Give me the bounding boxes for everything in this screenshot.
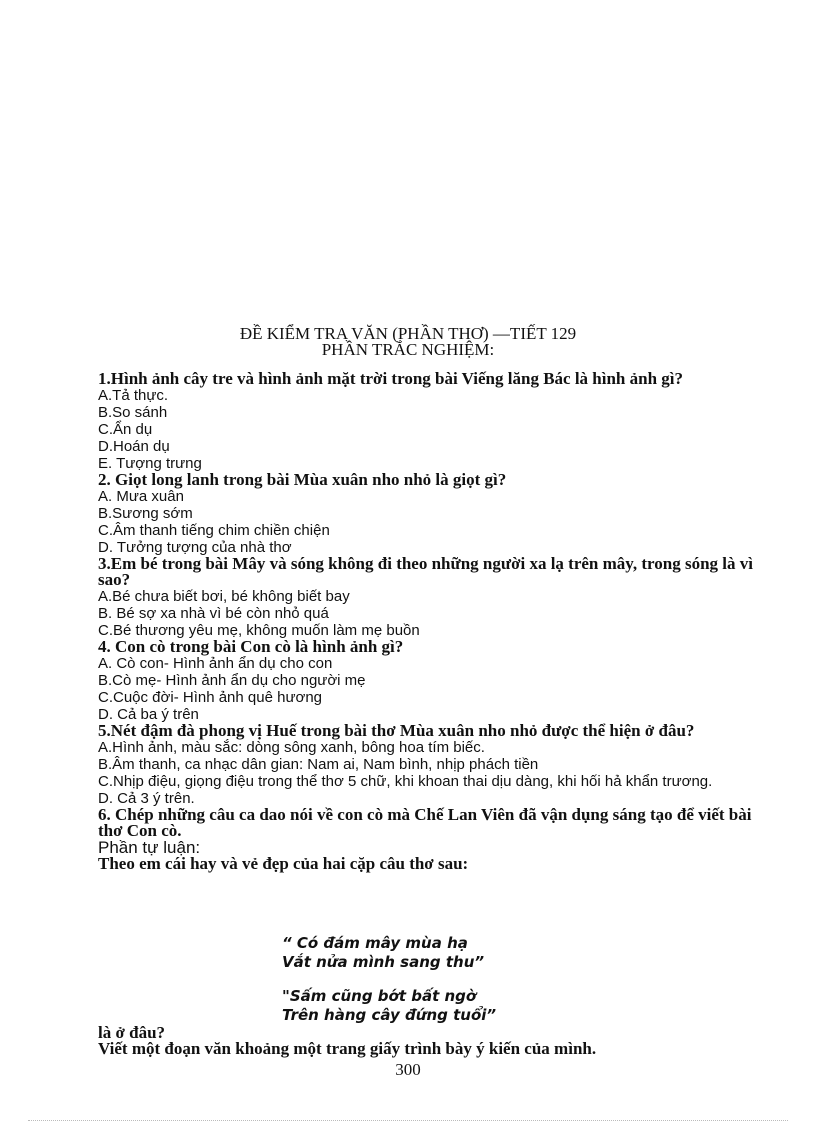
question-text: 2. Giọt long lanh trong bài Mùa xuân nho nhỏ là giọt gì? bbox=[98, 470, 507, 489]
section-multiple-choice: PHẦN TRẮC NGHIỆM: bbox=[321, 340, 495, 359]
option: D. Tưởng tượng của nhà thơ bbox=[98, 539, 292, 556]
question-1 bbox=[98, 371, 768, 472]
option: B. Bé sợ xa nhà vì bé còn nhỏ quá bbox=[98, 605, 329, 622]
question-5 bbox=[98, 723, 768, 807]
option: C.Ẩn dụ bbox=[98, 421, 153, 438]
option: B.Sương sớm bbox=[98, 505, 193, 522]
question-6 bbox=[98, 807, 768, 839]
option: B.Cò mẹ- Hình ảnh ẩn dụ cho người mẹ bbox=[98, 672, 366, 689]
option: D. Cả ba ý trên bbox=[98, 706, 199, 723]
essay-final-instruction: Viết một đoạn văn khoảng một trang giấy trình bày ý kiến của mình. bbox=[98, 1039, 597, 1058]
question-text: 5.Nét đậm đà phong vị Huế trong bài thơ Mùa xuân nho nhỏ được thể hiện ở đâu? bbox=[98, 721, 695, 740]
question-3 bbox=[98, 556, 768, 639]
section-essay-heading: Phần tự luận: bbox=[98, 838, 201, 857]
option: B.So sánh bbox=[98, 404, 168, 421]
question-text: 1.Hình ảnh cây tre và hình ảnh mặt trời trong bài Viếng lăng Bác là hình ảnh gì? bbox=[98, 369, 684, 388]
essay-after-text: là ở đâu? bbox=[98, 1023, 166, 1042]
exam-title: ĐỀ KIỂM TRA VĂN (PHẦN THƠ) —TIẾT 129 bbox=[239, 324, 577, 343]
poem-line: "Sấm cũng bớt bất ngờ bbox=[282, 987, 477, 1005]
option: E. Tượng trưng bbox=[98, 455, 202, 472]
question-text: 4. Con cò trong bài Con cò là hình ảnh gì? bbox=[98, 637, 404, 656]
poem-line: “ Có đám mây mùa hạ bbox=[282, 934, 468, 952]
option: D. Cả 3 ý trên. bbox=[98, 790, 195, 807]
poem-line: Vắt nửa mình sang thu” bbox=[282, 953, 485, 971]
option: A. Mưa xuân bbox=[98, 488, 184, 505]
questions-block bbox=[98, 371, 768, 872]
option: A. Cò con- Hình ảnh ẩn dụ cho con bbox=[98, 655, 333, 672]
footer-divider bbox=[28, 1120, 788, 1121]
question-2 bbox=[98, 472, 768, 556]
option: A.Tả thực. bbox=[98, 387, 169, 404]
question-text: 6. Chép những câu ca dao nói về con cò mà Chế Lan Viên đã vận dụng sáng tạo để viết bài thơ Con cò. bbox=[98, 805, 752, 840]
option: B.Âm thanh, ca nhạc dân gian: Nam ai, Nam bình, nhịp phách tiền bbox=[98, 756, 539, 773]
essay-prompt: Theo em cái hay và vẻ đẹp của hai cặp câu thơ sau: bbox=[98, 854, 469, 873]
option: C.Cuộc đời- Hình ảnh quê hương bbox=[98, 689, 323, 706]
essay-ending bbox=[98, 1025, 768, 1057]
poem-line: Trên hàng cây đứng tuổi” bbox=[282, 1006, 497, 1024]
option: C.Bé thương yêu mẹ, không muốn làm mẹ buồn bbox=[98, 622, 420, 639]
option: A.Hình ảnh, màu sắc: dòng sông xanh, bông hoa tím biếc. bbox=[98, 739, 485, 756]
poem-stanza-2 bbox=[282, 987, 496, 1025]
poem-stanza-1 bbox=[282, 934, 484, 972]
question-4 bbox=[98, 639, 768, 723]
page-number: 300 bbox=[395, 1060, 421, 1079]
option: D.Hoán dụ bbox=[98, 438, 170, 455]
option: C.Nhịp điệu, giọng điệu trong thể thơ 5 chữ, khi khoan thai dịu dàng, khi hối hả khẩn trương. bbox=[98, 773, 713, 790]
option: A.Bé chưa biết bơi, bé không biết bay bbox=[98, 588, 350, 605]
question-text: 3.Em bé trong bài Mây và sóng không đi theo những người xa lạ trên mây, trong sóng là vì sao? bbox=[98, 554, 753, 589]
option: C.Âm thanh tiếng chim chiền chiện bbox=[98, 522, 330, 539]
